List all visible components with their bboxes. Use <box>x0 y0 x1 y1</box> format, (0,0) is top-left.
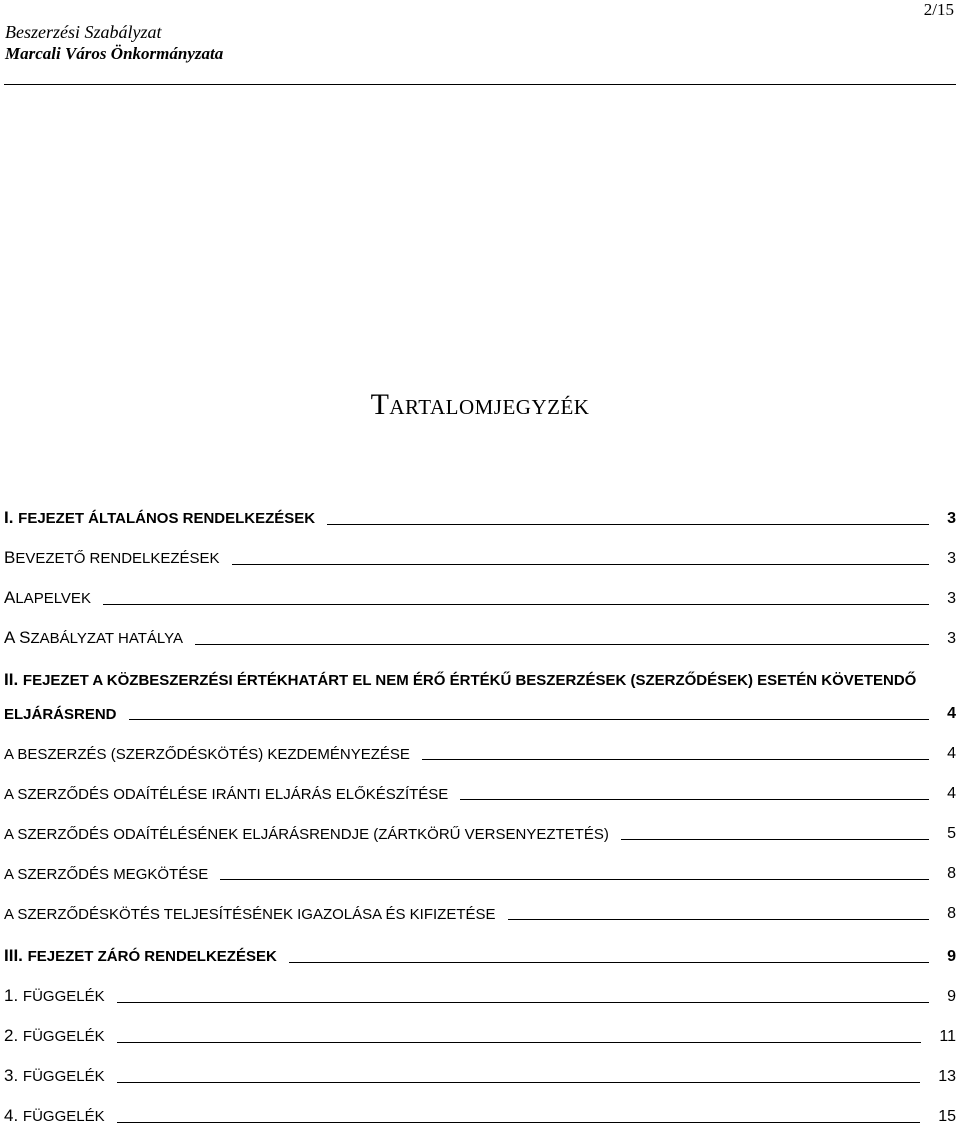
header-divider <box>4 84 956 85</box>
toc-leader <box>117 1001 930 1003</box>
toc-entry-page: 3 <box>947 590 956 607</box>
toc-entry[interactable] <box>4 508 956 528</box>
toc-entry-page: 13 <box>938 1068 956 1085</box>
toc-entry-page: 4 <box>947 785 956 802</box>
toc-entry-label: A BESZERZÉS (SZERZŐDÉSKÖTÉS) KEZDEMÉNYEZÉSE <box>4 746 410 763</box>
toc-leader <box>289 961 929 963</box>
toc-leader <box>460 798 929 800</box>
toc-entry[interactable] <box>4 548 956 568</box>
toc-leader <box>117 1041 922 1043</box>
toc-entry-label: 1. FÜGGELÉK <box>4 986 105 1005</box>
toc-entry-label: A SZABÁLYZAT HATÁLYA <box>4 628 184 647</box>
toc-leader <box>117 1081 921 1083</box>
toc-heading <box>0 388 960 422</box>
toc-leader <box>508 918 930 920</box>
toc-entry[interactable] <box>4 745 956 763</box>
toc-entry[interactable] <box>4 1106 956 1126</box>
toc-entry-label: 3. FÜGGELÉK <box>4 1066 105 1085</box>
organization-name: Marcali Város Önkormányzata <box>5 44 224 63</box>
toc-leader <box>327 523 929 525</box>
toc-leader <box>195 643 929 645</box>
toc-entry-page: 8 <box>947 905 956 922</box>
toc-entry[interactable] <box>4 825 956 843</box>
toc-entry[interactable] <box>4 946 956 966</box>
toc-entry[interactable] <box>4 986 956 1006</box>
toc-leader <box>220 878 929 880</box>
toc-entry-page: 9 <box>947 988 956 1005</box>
toc-entry-label: A SZERZŐDÉS ODAÍTÉLÉSÉNEK ELJÁRÁSRENDJE (ZÁRTKÖRŰ VERSENYEZTETÉS) <box>4 826 609 843</box>
toc-entry-label: A SZERZŐDÉS ODAÍTÉLÉSE IRÁNTI ELJÁRÁS ELŐKÉSZÍTÉSE <box>4 786 449 803</box>
toc-entry[interactable] <box>4 1066 956 1086</box>
toc-entry-page: 8 <box>947 865 956 882</box>
toc-entry-label: ALAPELVEK <box>4 588 91 607</box>
toc-leader <box>129 718 930 720</box>
toc-entry-page: 9 <box>947 948 956 965</box>
toc-entry[interactable] <box>4 1026 956 1046</box>
toc-leader <box>232 563 930 565</box>
toc-entry[interactable] <box>4 705 956 723</box>
toc-entry-label: 2. FÜGGELÉK <box>4 1026 105 1045</box>
toc-entry-page: 3 <box>947 630 956 647</box>
toc-entry-label: 4. FÜGGELÉK <box>4 1106 105 1125</box>
toc-entry-label[interactable]: II. FEJEZET A KÖZBESZERZÉSI ÉRTÉKHATÁRT EL NEM ÉRŐ ÉRTÉKŰ BESZERZÉSEK (SZERZŐDÉSEK) ESETÉN KÖVETENDŐ <box>4 670 917 689</box>
toc-heading-initial: T <box>370 388 390 421</box>
toc-entry[interactable] <box>4 588 956 608</box>
running-header <box>5 21 223 65</box>
toc-leader <box>117 1121 921 1123</box>
toc-entry-page: 4 <box>947 705 956 722</box>
toc-heading-rest: artalomjegyzék <box>389 388 590 421</box>
toc-leader <box>422 758 929 760</box>
toc-entry-page: 5 <box>947 825 956 842</box>
toc-entry[interactable] <box>4 865 956 883</box>
toc-leader <box>621 838 929 840</box>
page-number: 2/15 <box>923 0 954 19</box>
toc-entry-page: 15 <box>938 1108 956 1125</box>
toc-entry-label: A SZERZŐDÉSKÖTÉS TELJESÍTÉSÉNEK IGAZOLÁSA ÉS KIFIZETÉSE <box>4 906 496 923</box>
toc-entry-page: 3 <box>947 510 956 527</box>
toc-entry-label: A SZERZŐDÉS MEGKÖTÉSE <box>4 866 209 883</box>
toc-entry-label: BEVEZETŐ RENDELKEZÉSEK <box>4 548 220 567</box>
toc-entry-label: I. FEJEZET ÁLTALÁNOS RENDELKEZÉSEK <box>4 508 316 527</box>
toc-leader <box>103 603 929 605</box>
toc-entry[interactable] <box>4 905 956 923</box>
toc-entry-page: 11 <box>939 1028 956 1045</box>
toc-entry[interactable] <box>4 628 956 648</box>
toc-entry-page: 4 <box>947 745 956 762</box>
toc-entry[interactable] <box>4 785 956 803</box>
toc-entry-page: 3 <box>947 550 956 567</box>
document-title: Beszerzési Szabályzat <box>5 22 162 42</box>
toc-entry-label-continued: ELJÁRÁSREND <box>4 706 117 723</box>
toc-entry-label: III. FEJEZET ZÁRÓ RENDELKEZÉSEK <box>4 946 277 965</box>
